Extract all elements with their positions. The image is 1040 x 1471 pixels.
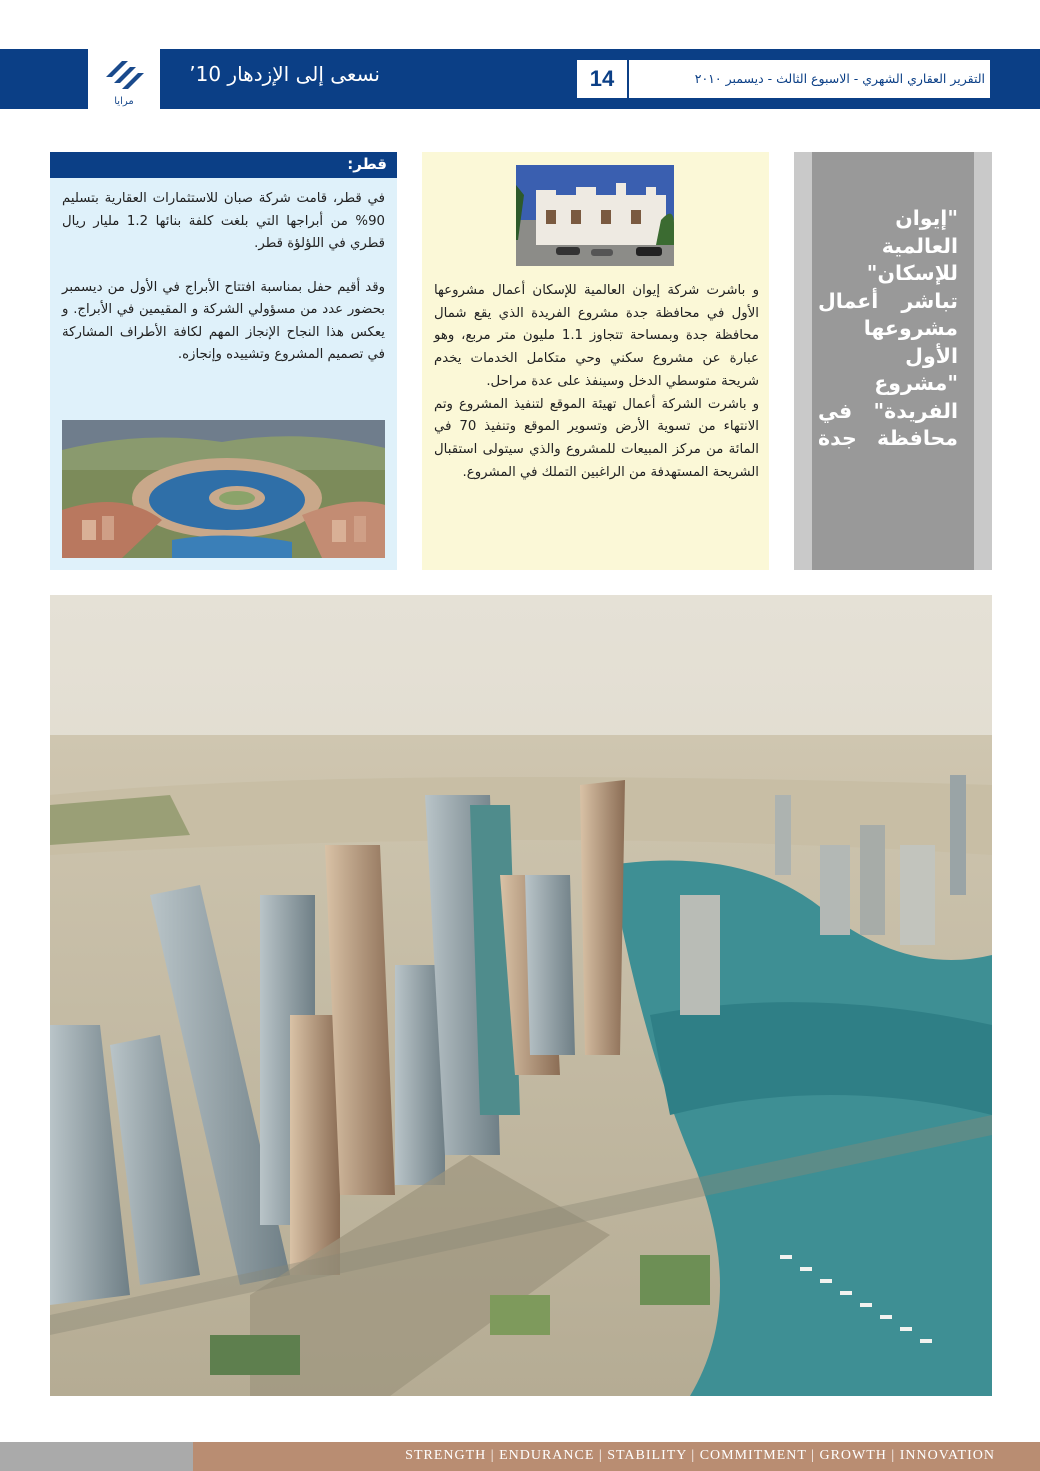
logo-mark-icon [102, 55, 146, 93]
villa-photo [516, 165, 674, 266]
logo-text: مرايا [114, 96, 134, 107]
iwan-paragraph-1: و باشرت شركة إيوان العالمية للإسكان أعمال مشروعها الأول في محافظة جدة مشروع الفريدة الذي يقع شمال محافظة جدة وبمساحة تتجاوز 1.1 مليون متر مربع، وهو عبارة عن مشروع سكني وحي متكامل الخدمات يخدم شريحة متوسطي الدخل وسينفذ على عدة مراحل. [434, 283, 759, 389]
marina-skyline-photo [50, 595, 992, 1396]
report-title: التقرير العقاري الشهري - الاسبوع الثالث - ديسمبر ٢٠١٠ [694, 71, 985, 86]
side-headline: "إيوان العالمية للإسكان" تباشر أعمال مشروعها الأول "مشروع الفريدة" في محافظة جدة [818, 206, 958, 450]
report-title-box [575, 58, 992, 100]
qatar-heading-bar [50, 152, 397, 178]
qatar-paragraph-2: وقد أقيم حفل بمناسبة افتتاح الأبراج في الأول من ديسمبر بحضور عدد من مسؤولي الشركة و المقيمين في الأبراج. و يعكس هذا النجاح الإنجاز المهم لكافة الأطراف المشاركة في تصميم المشروع وتشييده وإنجازه. [62, 279, 385, 362]
iwan-article [434, 280, 759, 484]
slogan: نسعى إلى الإزدهار 10’ [189, 62, 380, 86]
qatar-paragraph-1: في قطر، قامت شركة صبان للاستثمارات العقارية بتسليم 90% من أبراجها التي بلغت كلفة بنائها 1.2 مليار ريال قطري في اللؤلؤة قطر. [62, 191, 385, 251]
logo [88, 49, 160, 110]
page-number: 14 [577, 60, 629, 98]
iwan-section [422, 152, 769, 570]
footer-values: STRENGTH | ENDURANCE | STABILITY | COMMITMENT | GROWTH | INNOVATION [405, 1448, 995, 1463]
qatar-section [50, 152, 397, 570]
qatar-heading: قطر: [347, 155, 387, 173]
iwan-paragraph-2: و باشرت الشركة أعمال تهيئة الموقع لتنفيذ المشروع وتم الانتهاء من تسوية الأرض وتسوير الموقع وتنفيذ 70 في المائة من مركز المبيعات للمشروع والذي سيتولى استقبال الشريحة المستهدفة من الراغبين التملك في المشروع. [434, 396, 759, 480]
pearl-qatar-photo [62, 420, 385, 558]
qatar-article [62, 188, 385, 388]
